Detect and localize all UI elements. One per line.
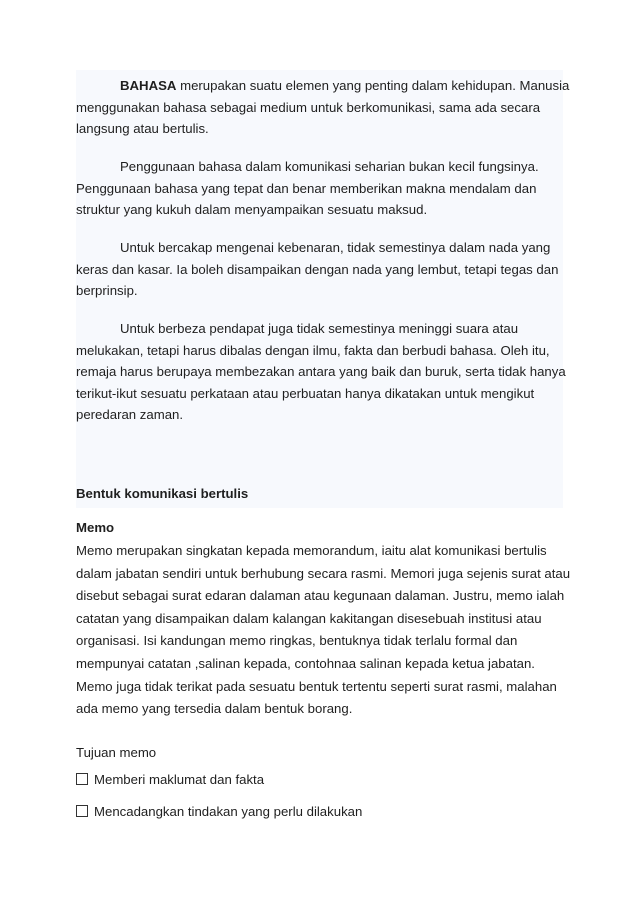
paragraph-line: BAHASA merupakan suatu elemen yang penting dalam kehidupan. Manusia: [120, 78, 570, 93]
paragraph-line: Penggunaan bahasa dalam komunikasi seharian bukan kecil fungsinya.: [120, 159, 539, 174]
paragraph-line: langsung atau bertulis.: [76, 121, 209, 136]
memo-title: Memo: [76, 520, 115, 535]
paragraph-line: melukakan, tetapi harus dibalas dengan ilmu, fakta dan berbudi bahasa. Oleh itu,: [76, 342, 550, 358]
paragraph-line: remaja harus berupaya membezakan antara yang baik dan buruk, serta tidak hanya: [76, 364, 566, 379]
paragraph-line: mempunyai catatan ,salinan kepada, contohnaa salinan kepada ketua jabatan.: [76, 655, 535, 671]
paragraph-line: Untuk berbeza pendapat juga tidak semestinya meninggi suara atau: [120, 321, 519, 336]
tujuan-memo-label: Tujuan memo: [76, 745, 157, 760]
checkbox-square-icon: [76, 805, 88, 817]
paragraph-bahasa: [76, 75, 570, 140]
paragraph-line: peredaran zaman.: [76, 407, 184, 422]
paragraph-penggunaan: [76, 156, 566, 221]
checkbox-square-icon: [76, 773, 88, 785]
paragraph-line: Memo juga tidak terikat pada sesuatu bentuk tertentu seperti surat rasmi, malahan: [76, 678, 557, 694]
paragraph-line: dalam jabatan sendiri untuk berhubung secara rasmi. Memori juga sejenis surat atau: [76, 565, 571, 581]
paragraph-line: Penggunaan bahasa yang tepat dan benar memberikan makna mendalam dan: [76, 180, 537, 196]
paragraph-line: organisasi. Isi kandungan memo ringkas, bentuknya tidak terlalu formal dan: [76, 633, 518, 649]
paragraph-line: berprinsip.: [76, 283, 138, 298]
paragraph-line: terikut-ikut sesuatu perkataan atau perbuatan hanya dikatakan untuk mengikut: [76, 385, 535, 401]
paragraph-line: disebut sebagai surat edaran dalaman atau kegunaan dalaman. Justru, memo ialah: [76, 588, 565, 604]
paragraph-line: Memo merupakan singkatan kepada memorandum, iaitu alat komunikasi bertulis: [76, 543, 547, 558]
paragraph-line: keras dan kasar. Ia boleh disampaikan dengan nada yang lembut, tetapi tegas dan: [76, 261, 559, 277]
paragraph-kebenaran: [76, 237, 566, 302]
list-item: [76, 801, 566, 823]
paragraph-line: ada memo yang tersedia dalam bentuk borang.: [76, 701, 353, 717]
bold-term: BAHASA: [120, 78, 177, 93]
paragraph-line: catatan yang disampaikan dalam kalangan kakitangan disesebuah institusi atau: [76, 610, 542, 626]
memo-paragraph: [76, 540, 571, 721]
list-item-text: Memberi maklumat dan fakta: [94, 772, 265, 787]
section-heading: Bentuk komunikasi bertulis: [76, 486, 249, 501]
paragraph-line: Untuk bercakap mengenai kebenaran, tidak semestinya dalam nada yang: [120, 240, 551, 255]
paragraph-line: struktur yang kukuh dalam menyampaikan sesuatu maksud.: [76, 202, 428, 217]
list-item: [76, 769, 566, 791]
paragraph-line: menggunakan bahasa sebagai medium untuk berkomunikasi, sama ada secara: [76, 99, 541, 115]
paragraph-pendapat: [76, 318, 566, 426]
list-item-text: Mencadangkan tindakan yang perlu dilakukan: [94, 804, 363, 819]
